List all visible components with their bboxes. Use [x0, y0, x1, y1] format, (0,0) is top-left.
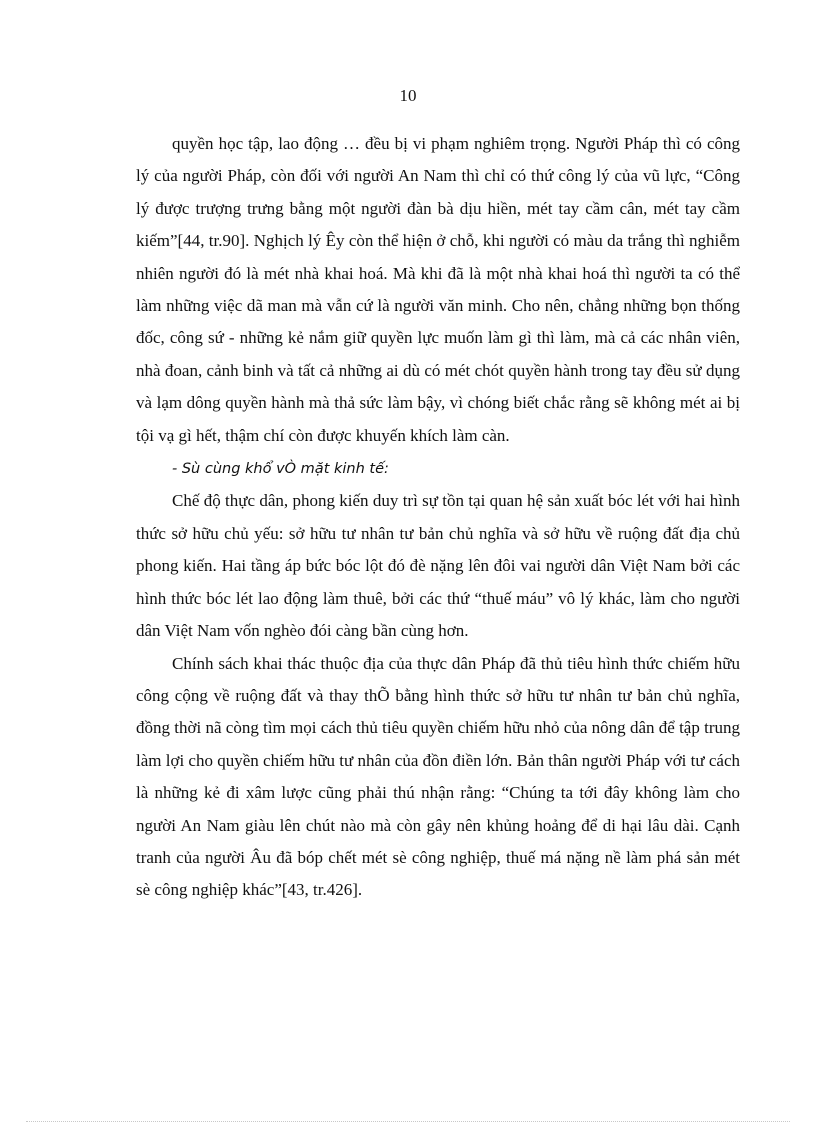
page-number: 10 — [399, 86, 417, 105]
footer-divider — [26, 1121, 790, 1122]
paragraph-exploitation: Chế độ thực dân, phong kiến duy trì sự tồn tại quan hệ sản xuất bóc lét với hai hình thức sở hữu chủ yếu: sở hữu tư nhân tư bản chủ nghĩa và sở hữu về ruộng đất địa chủ phong kiến. Hai tầng áp bức bóc lột đó đè nặng lên đôi vai người dân Việt Nam bởi các hình thức bóc lét lao động làm thuê, bởi các thứ “thuế máu” vô lý khác, làm cho người dân Việt Nam vốn nghèo đói càng bần cùng hơn. — [136, 491, 740, 641]
subheading-text: - Sù cùng khổ vÒ mặt kinh tế: — [172, 461, 389, 478]
body-text — [136, 128, 740, 907]
subheading-economic-misery — [136, 452, 740, 485]
paragraph-human-rights: quyền học tập, lao động … đều bị vi phạm nghiêm trọng. Người Pháp thì có công lý của người Pháp, còn đối với người An Nam thì chỉ có thứ công lý của vũ lực, “Công lý được trượng trưng bằng một người đàn bà dịu hiền, mét tay cầm cân, mét tay cầm kiếm”[44, tr.90]. Nghịch lý Êy còn thể hiện ở chỗ, khi người có màu da trắng thì nghiễm nhiên người đó là mét nhà khai hoá. Mà khi đã là một nhà khai hoá thì người ta có thể làm những việc dã man mà vẫn cứ là người văn minh. Cho nên, chẳng những bọn thống đốc, công sứ - những kẻ nắm giữ quyền lực muốn làm gì thì làm, mà cả các nhân viên, nhà đoan, cảnh binh và tất cả những ai dù có mét chót quyền hành trong tay đều sử dụng và lạm dông quyền hành mà thả sức làm bậy, vì chóng biết chắc rằng sẽ không mét ai bị tội vạ gì hết, thậm chí còn được khuyến khích làm càn. — [136, 134, 740, 445]
paragraph-colonial-policy: Chính sách khai thác thuộc địa của thực dân Pháp đã thủ tiêu hình thức chiếm hữu công cộng về ruộng đất và thay thÕ bằng hình thức sở hữu tư nhân tư bản chủ nghĩa, đồng thời nã còng tìm mọi cách thủ tiêu quyền chiếm hữu nhỏ của nông dân để tập trung làm lợi cho quyền chiếm hữu tư nhân của đồn điền lớn. Bản thân người Pháp với tư cách là những kẻ đi xâm lược cũng phải thú nhận rằng: “Chúng ta tới đây không làm cho người An Nam giàu lên chút nào mà còn gây nên khủng hoảng để di hại lâu dài. Cạnh tranh của người Âu đã bóp chết mét sè công nghiệp, thuế má nặng nề làm phá sản mét sè công nghiệp khác”[43, tr.426]. — [136, 653, 740, 900]
